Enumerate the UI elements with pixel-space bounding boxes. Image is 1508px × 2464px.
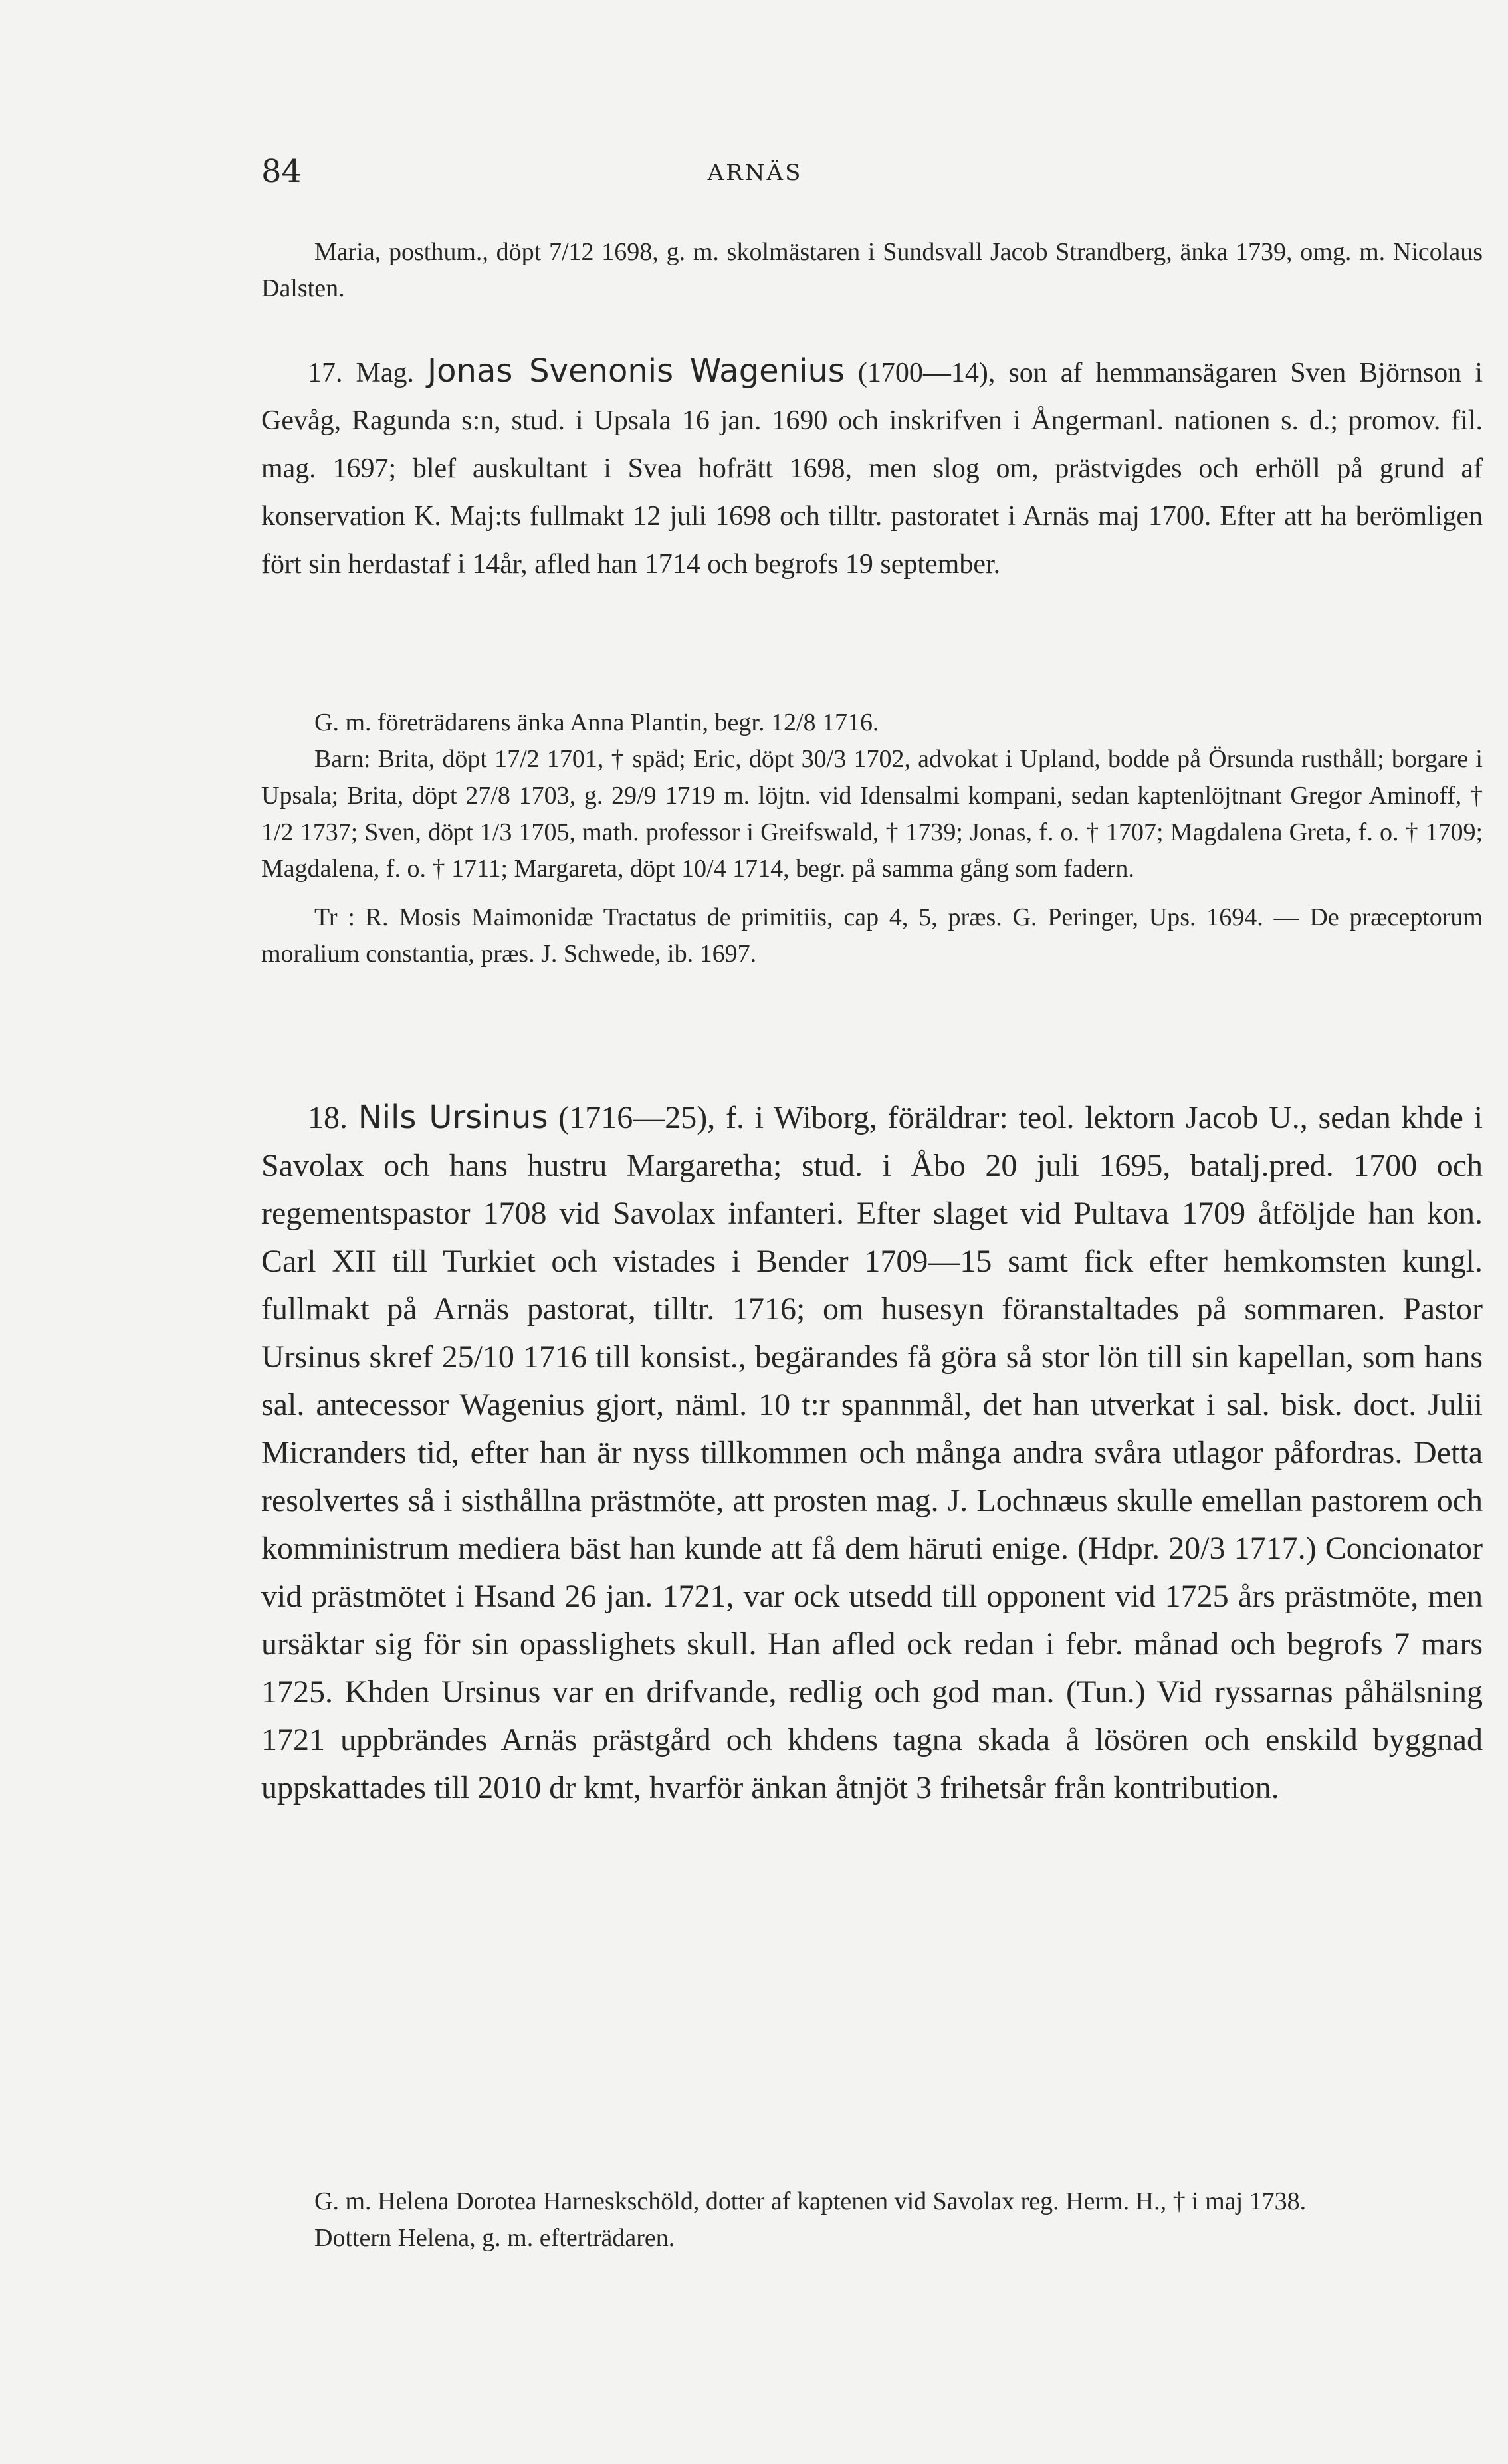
entry-18-notes: [261, 2184, 1483, 2257]
entry-17-notes: [261, 705, 1483, 972]
running-head: ARNÄS: [707, 160, 803, 186]
entry-18-daughter: Dottern Helena, g. m. efterträdaren.: [314, 2224, 675, 2252]
page-number: 84: [261, 153, 302, 190]
maria-text: Maria, posthum., döpt 7/12 1698, g. m. skolmästaren i Sundsvall Jacob Strandberg, änka 1739, omg. m. Nicolaus Dalsten.: [261, 238, 1483, 302]
page-header: [261, 153, 1249, 199]
entry-17: [261, 347, 1483, 588]
entry-18-name: Nils Ursinus: [358, 1099, 548, 1136]
entry-17-wife: G. m. företrädarens änka Anna Plantin, begr. 12/8 1716.: [314, 709, 879, 736]
entry-17-body: (1700—14), son af hemmansägaren Sven Björnson i Gevåg, Ragunda s:n, stud. i Upsala 16 jan. 1690 och inskrifven i Ångermanl. nationen s. d.; promov. fil. mag. 1697; blef auskultant i Svea hofrätt 1698, men slog om, prästvigdes och erhöll på grund af konservation K. Maj:ts fullmakt 12 juli 1698 och tilltr. pastoratet i Arnäs maj 1700. Efter att ha berömligen fört sin herdastaf i 14år, afled han 1714 och begrofs 19 september.: [261, 358, 1483, 580]
entry-17-number: 17. Mag.: [308, 358, 414, 388]
entry-17-children: Barn: Brita, döpt 17/2 1701, † späd; Eric, döpt 30/3 1702, advokat i Upland, bodde på Örsunda rusthåll; borgare i Upsala; Brita, döpt 27/8 1703, g. 29/9 1719 m. löjtn. vid Idensalmi kompani, sedan kaptenlöjtnant Gregor Aminoff, † 1/2 1737; Sven, döpt 1/3 1705, math. professor i Greifswald, † 1739; Jonas, f. o. † 1707; Magdalena Greta, f. o. † 1709; Magdalena, f. o. † 1711; Margareta, döpt 10/4 1714, begr. på samma gång som fadern.: [261, 745, 1483, 883]
entry-18-body: (1716—25), f. i Wiborg, föräldrar: teol. lektorn Jacob U., sedan khde i Savolax och hans hustru Margaretha; stud. i Åbo 20 juli 1695, batalj.pred. 1700 och regementspastor 1708 vid Savolax infanteri. Efter slaget vid Pultava 1709 åtföljde han kon. Carl XII till Turkiet och vistades i Bender 1709—15 samt fick efter hemkomsten kungl. fullmakt på Arnäs pastorat, tilltr. 1716; om husesyn föranstaltades på sommaren. Pastor Ursinus skref 25/10 1716 till konsist., begärandes få göra så stor lön till sin kapellan, som hans sal. antecessor Wagenius gjort, näml. 10 t:r spannmål, det han utverkat i sal. bisk. doct. Julii Micranders tid, efter han är nyss tillkommen och många andra svåra utlagor påfordras. Detta resolvertes så i sisthållna prästmöte, att prosten mag. J. Lochnæus skulle emellan pastorem och komministrum mediera bäst han kunde att få dem häruti enige. (Hdpr. 20/3 1717.) Concionator vid prästmötet i Hsand 26 jan. 1721, var ock utsedd till opponent vid 1725 års prästmöte, men ursäktar sig för sin opasslighets skull. Han afled ock redan i febr. månad och begrofs 7 mars 1725. Khden Ursinus var en drifvande, redlig och god man. (Tun.) Vid ryssarnas påhälsning 1721 uppbrändes Arnäs prästgård och khdens tagna skada å lösören och enskild byggnad uppskattades till 2010 dr kmt, hvarför änkan åtnjöt 3 frihetsår från kontribution.: [261, 1100, 1483, 1805]
entry-18-number: 18.: [308, 1100, 348, 1135]
entry-17-works: Tr : R. Mosis Maimonidæ Tractatus de primitiis, cap 4, 5, præs. G. Peringer, Ups. 1694. — De præceptorum moralium constantia, præs. J. Schwede, ib. 1697.: [261, 903, 1483, 968]
entry-18-wife: G. m. Helena Dorotea Harneskschöld, dotter af kaptenen vid Savolax reg. Herm. H., † i maj 1738.: [314, 2187, 1307, 2215]
maria-paragraph: [261, 234, 1483, 307]
entry-17-name: Jonas Svenonis Wagenius: [427, 352, 845, 390]
entry-18: [261, 1093, 1483, 1812]
